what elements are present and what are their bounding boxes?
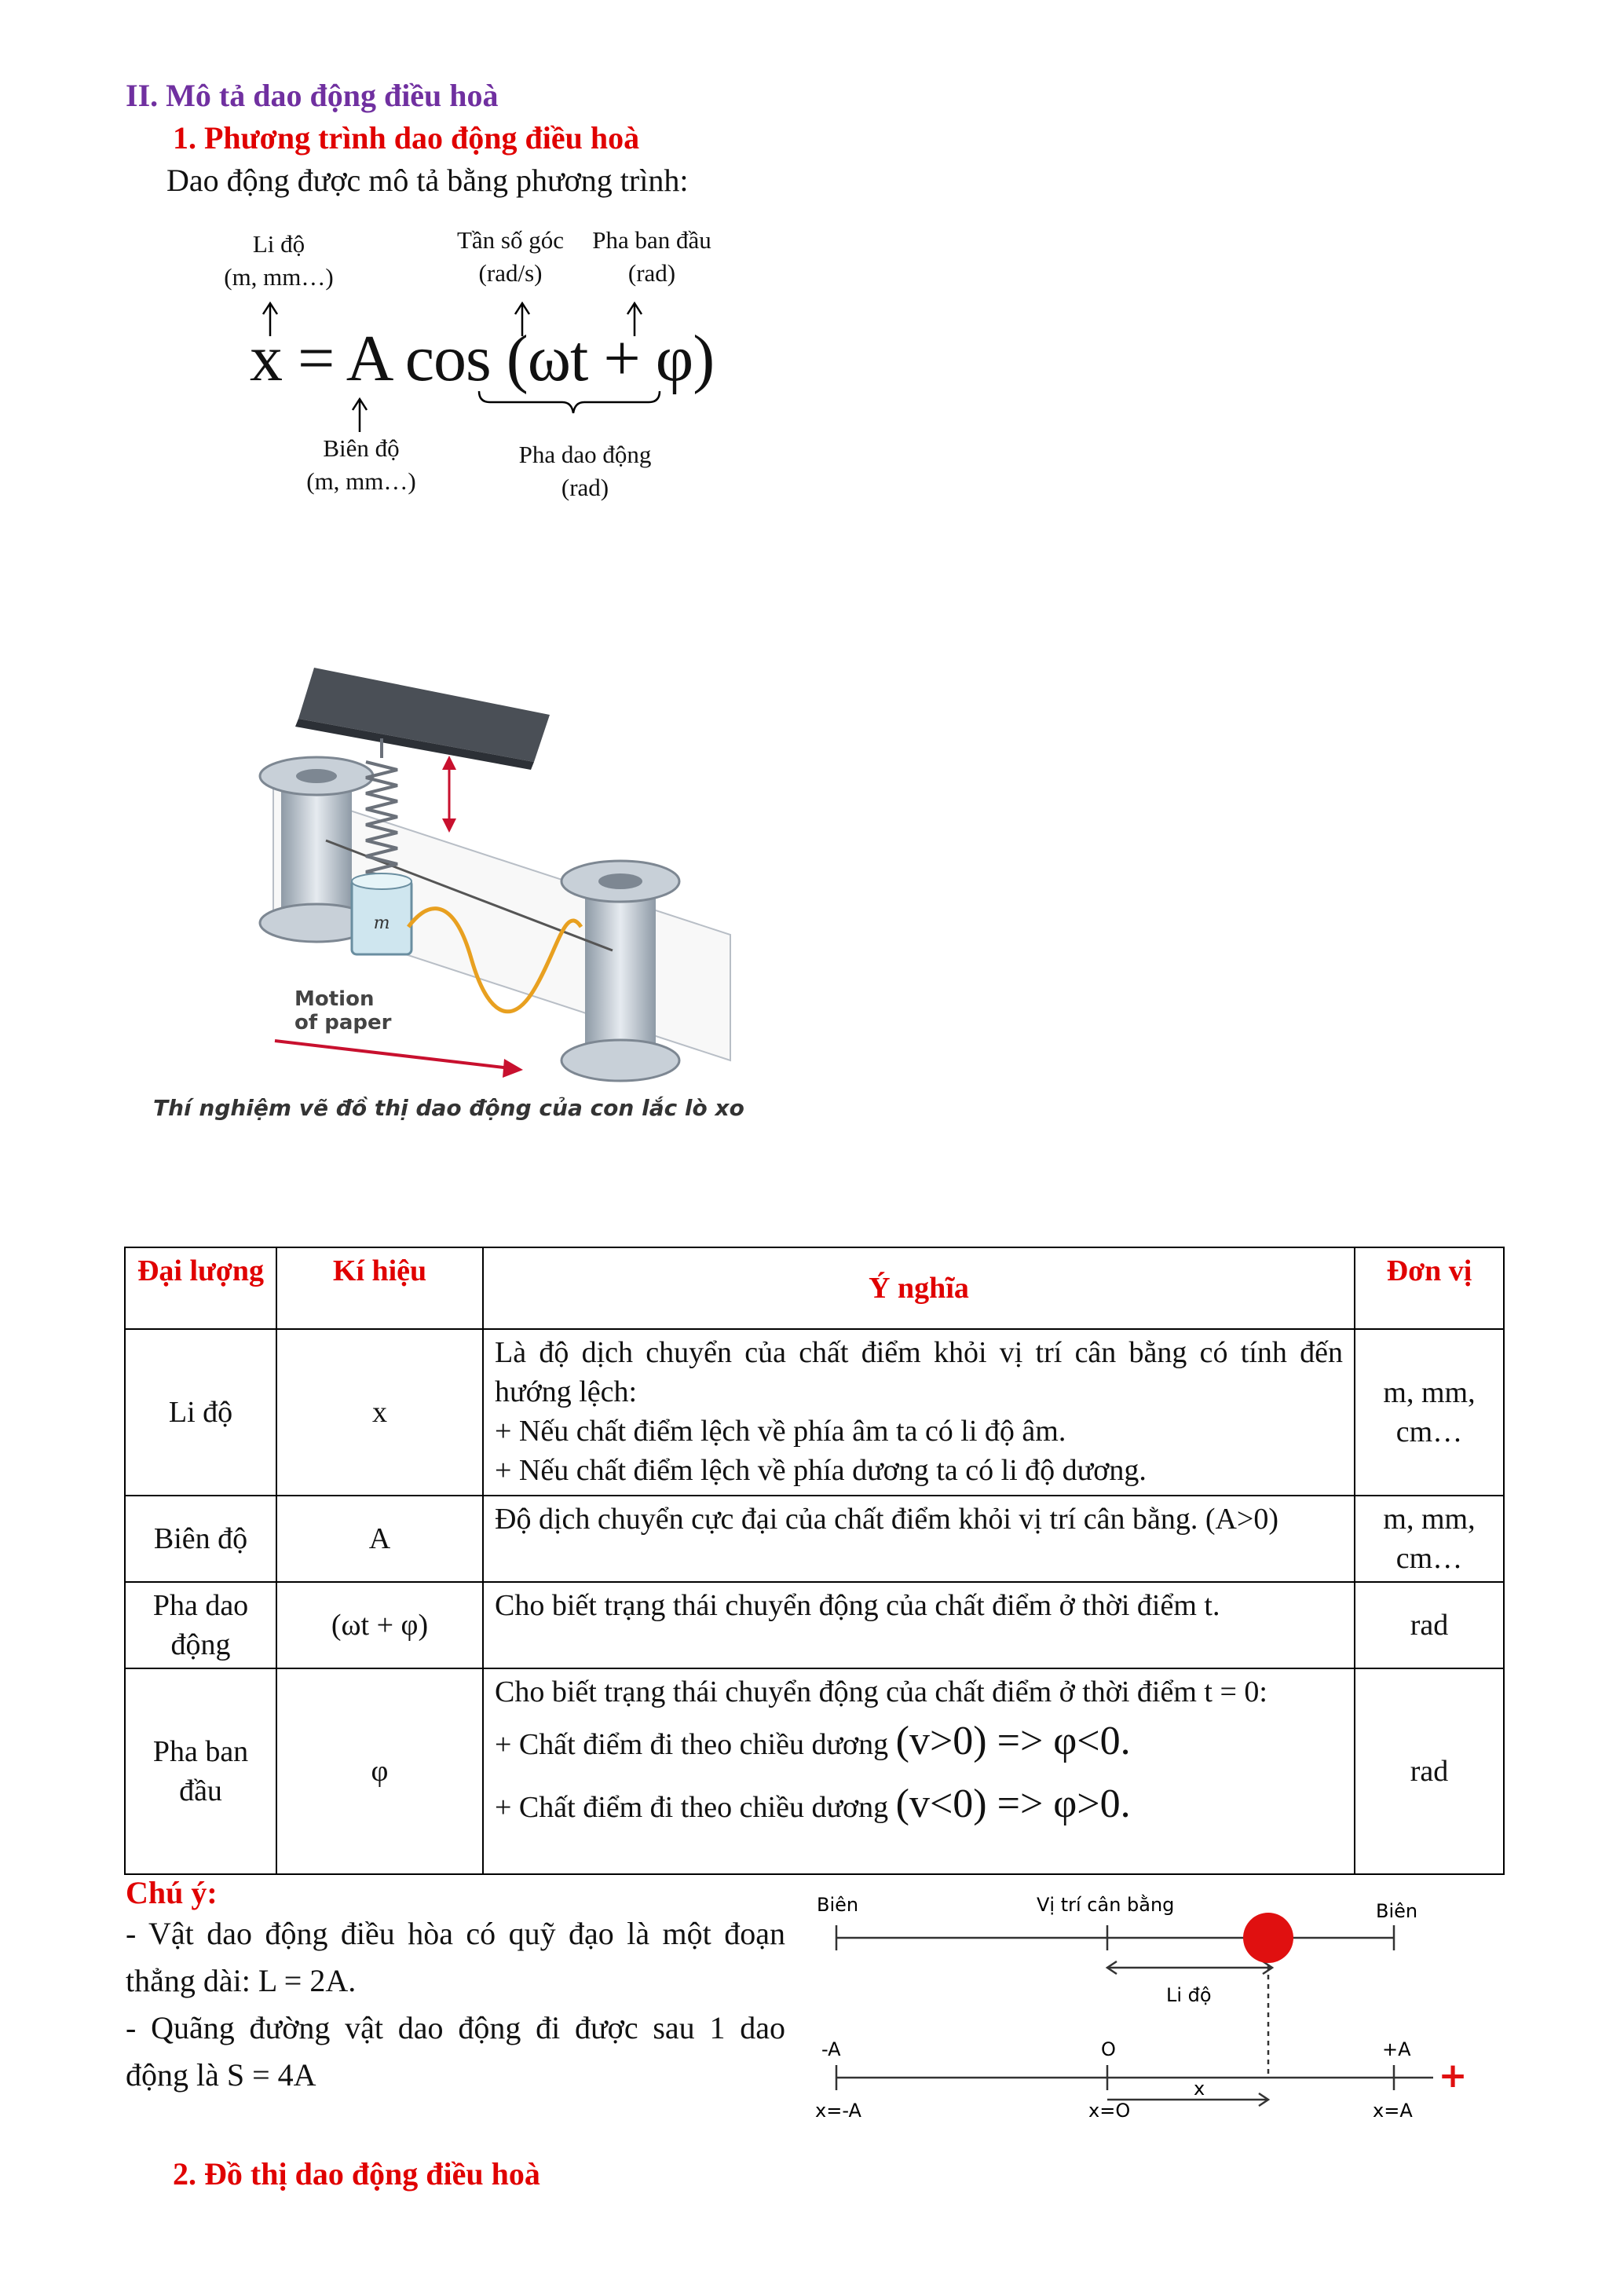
cell-meaning: Độ dịch chuyển cực đại của chất điểm khỏi vị trí cân bằng. (A>0)	[483, 1496, 1355, 1582]
label-li-do-diagram: Li độ	[1166, 1984, 1212, 2006]
vertical-arrow-icon	[442, 756, 456, 833]
label-tan-so-goc: Tần số góc (rad/s)	[456, 226, 565, 287]
label-x-neg-a: x=-A	[815, 2100, 861, 2122]
svg-text:m: m	[373, 914, 390, 933]
cell-unit: rad	[1355, 1668, 1504, 1874]
label-equilibrium: Vị trí cân bằng	[1037, 1894, 1175, 1916]
svg-text:of paper: of paper	[294, 1011, 392, 1034]
header-unit: Đơn vị	[1355, 1247, 1504, 1329]
note-line-1: - Vật dao động điều hòa có quỹ đạo là một đoạn thẳng dài: L = 2A.	[126, 1916, 785, 1998]
cell-quantity: Pha dao động	[125, 1582, 276, 1668]
svg-text:Motion: Motion	[294, 987, 375, 1011]
cell-symbol: x	[276, 1329, 483, 1496]
label-origin: O	[1101, 2038, 1116, 2060]
cell-unit: m, mm, cm…	[1355, 1329, 1504, 1496]
label-x-a: x=A	[1373, 2100, 1413, 2122]
oscillation-equation: x = A cos (ωt + φ)	[250, 322, 715, 395]
label-li-do: Li độ (m, mm…)	[224, 230, 334, 291]
table-row	[125, 1496, 1504, 1582]
paper-motion-arrow-icon	[275, 1041, 523, 1078]
table-row	[125, 1329, 1504, 1496]
label-pha-ban-dau: Pha ban đầu (rad)	[592, 226, 711, 287]
note-line-2: - Quãng đường vật dao động đi được sau 1 dao động là S = 4A	[126, 2010, 785, 2093]
cell-quantity: Pha ban đầu	[125, 1668, 276, 1874]
figure-caption: Thí nghiệm vẽ đồ thị dao động của con lắc lò xo	[153, 1095, 744, 1121]
cell-unit: m, mm, cm…	[1355, 1496, 1504, 1582]
note-title: Chú ý:	[126, 1875, 218, 1910]
intro-text: Dao động được mô tả bằng phương trình:	[166, 163, 689, 198]
label-bien-right: Biên	[1376, 1900, 1418, 1922]
subheading-graph: 2. Đồ thị dao động điều hoà	[173, 2156, 540, 2192]
label-bien-left: Biên	[817, 1894, 859, 1916]
label-pha-dao-dong: Pha dao động (rad)	[518, 441, 652, 501]
cell-meaning: Cho biết trạng thái chuyển động của chất điểm ở thời điểm t = 0: + Chất điểm đi theo chiều dương (v>0) => φ<0. + Chất điểm đi theo chiều dương (v<0) => φ>0.	[483, 1668, 1355, 1874]
section-heading: II. Mô tả dao động điều hoà	[126, 78, 499, 113]
plus-direction-icon: +	[1438, 2056, 1468, 2096]
cell-meaning: Là độ dịch chuyển của chất điểm khỏi vị trí cân bằng có tính đến hướng lệch: + Nếu chất điểm lệch về phía âm ta có li độ âm. + Nếu chất điểm lệch về phía dương ta có li độ dương.	[483, 1329, 1355, 1496]
subheading-equation: 1. Phương trình dao động điều hoà	[173, 120, 640, 156]
quantity-table	[124, 1247, 1505, 1875]
ball-icon	[1243, 1913, 1293, 1963]
header-meaning: Ý nghĩa	[483, 1247, 1355, 1329]
label-x-o: x=O	[1088, 2100, 1131, 2122]
axis-diagram	[793, 1881, 1500, 2140]
table-row	[125, 1668, 1504, 1874]
label-neg-a: -A	[821, 2038, 841, 2060]
cell-unit: rad	[1355, 1582, 1504, 1668]
spring-experiment-figure	[141, 644, 801, 1131]
label-pos-a: +A	[1382, 2038, 1411, 2060]
header-quantity: Đại lượng	[125, 1247, 276, 1329]
table-header-row	[125, 1247, 1504, 1329]
cell-symbol: (ωt + φ)	[276, 1582, 483, 1668]
table-row	[125, 1582, 1504, 1668]
mass-icon	[352, 873, 411, 954]
cell-symbol: φ	[276, 1668, 483, 1874]
label-x: x	[1194, 2078, 1205, 2100]
cell-symbol: A	[276, 1496, 483, 1582]
cell-quantity: Li độ	[125, 1329, 276, 1496]
header-symbol: Kí hiệu	[276, 1247, 483, 1329]
cell-meaning: Cho biết trạng thái chuyển động của chất điểm ở thời điểm t.	[483, 1582, 1355, 1668]
cell-quantity: Biên độ	[125, 1496, 276, 1582]
label-bien-do: Biên độ (m, mm…)	[306, 434, 416, 495]
